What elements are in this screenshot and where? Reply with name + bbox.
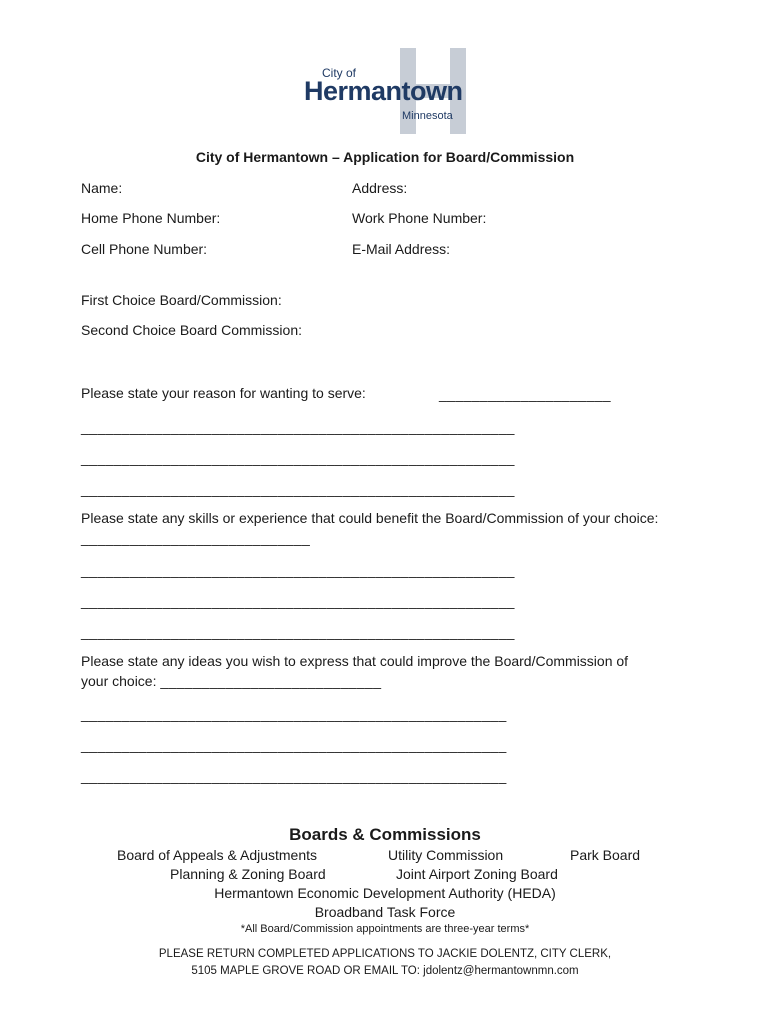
reason-line: _____________________________________________________ — [81, 450, 515, 466]
board-item: Hermantown Economic Development Authority (HEDA) — [214, 885, 556, 901]
ideas-line: ____________________________________________________ — [81, 768, 507, 784]
ideas-prompt: Please state any ideas you wish to express that could improve the Board/Commission of your choice: ___________________________ — [81, 653, 629, 689]
skills-first-line: ____________________________ — [81, 530, 311, 546]
second-choice-field-label: Second Choice Board Commission: — [81, 322, 302, 338]
reason-prompt: Please state your reason for wanting to serve: — [81, 385, 366, 401]
board-item: Planning & Zoning Board — [170, 866, 326, 882]
form-title: City of Hermantown – Application for Board/Commission — [195, 149, 575, 165]
home-phone-field-label: Home Phone Number: — [81, 210, 221, 226]
board-item: Board of Appeals & Adjustments — [117, 847, 318, 863]
return-instructions-line2: 5105 MAPLE GROVE ROAD OR EMAIL TO: jdolentz@hermantownmn.com — [191, 965, 579, 977]
work-phone-field-label: Work Phone Number: — [352, 210, 487, 226]
board-item: Park Board — [570, 847, 641, 863]
skills-line: _____________________________________________________ — [81, 624, 515, 640]
board-item: Utility Commission — [388, 847, 504, 863]
boards-heading: Boards & Commissions — [289, 825, 481, 844]
board-item: Broadband Task Force — [314, 904, 456, 920]
reason-line: _____________________________________________________ — [81, 419, 515, 435]
logo-city-of: City of — [322, 66, 357, 80]
ideas-first-line: ___________________________ — [160, 673, 382, 689]
reason-first-line: _____________________ — [439, 386, 611, 402]
reason-line: _____________________________________________________ — [81, 481, 515, 497]
first-choice-field-label: First Choice Board/Commission: — [81, 292, 282, 308]
return-instructions-line1: PLEASE RETURN COMPLETED APPLICATIONS TO JACKIE DOLENTZ, CITY CLERK, — [158, 948, 612, 960]
skills-line: _____________________________________________________ — [81, 562, 515, 578]
ideas-line: ____________________________________________________ — [81, 706, 507, 722]
skills-line: _____________________________________________________ — [81, 593, 515, 609]
logo-city-name: Hermantown — [304, 76, 463, 106]
skills-prompt: Please state any skills or experience that could benefit the Board/Commission of your choice: ____________________________ — [81, 510, 659, 546]
ideas-line: ____________________________________________________ — [81, 737, 507, 753]
address-field-label: Address: — [352, 180, 408, 196]
logo-state: Minnesota — [402, 110, 453, 122]
city-logo — [300, 46, 470, 136]
board-item: Joint Airport Zoning Board — [396, 866, 558, 882]
email-field-label: E-Mail Address: — [352, 241, 451, 257]
cell-phone-field-label: Cell Phone Number: — [81, 241, 208, 257]
name-field-label: Name: — [81, 180, 123, 196]
terms-note: *All Board/Commission appointments are three-year terms* — [240, 923, 530, 935]
